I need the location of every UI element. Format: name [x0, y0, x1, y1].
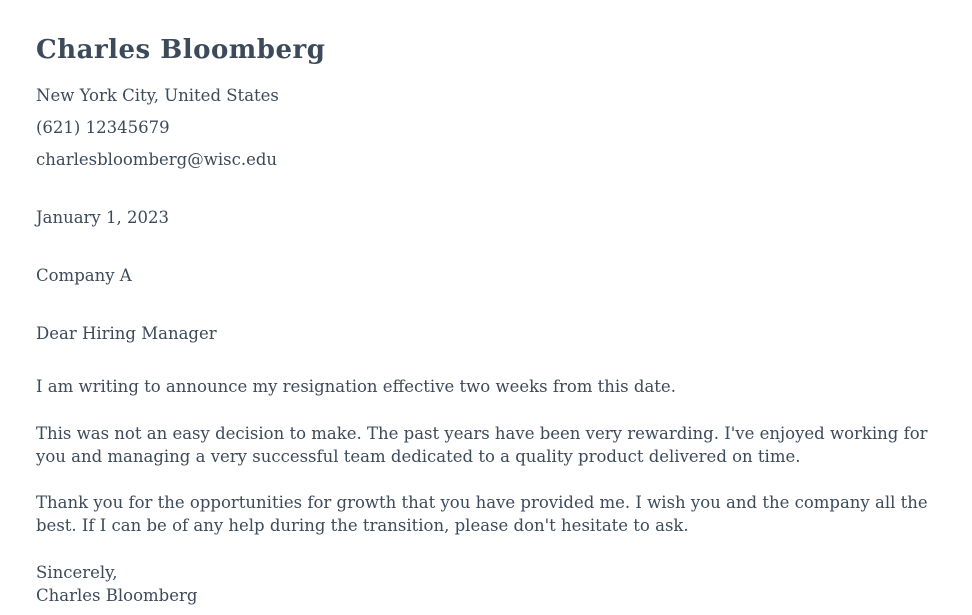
greeting: Dear Hiring Manager: [36, 324, 217, 343]
signature: Charles Bloomberg: [36, 586, 198, 605]
sender-address: New York City, United States: [36, 86, 279, 105]
sender-phone: (621) 12345679: [36, 118, 170, 137]
closing: Sincerely,: [36, 563, 118, 582]
sender-email: charlesbloomberg@wisc.edu: [36, 150, 278, 169]
sender-name: Charles Bloomberg: [36, 35, 326, 65]
letter-date: January 1, 2023: [36, 208, 169, 227]
body-paragraph-3: Thank you for the opportunities for growth that you have provided me. I wish you and the company all the best. If I can be of any help during the transition, please don't hesitate to ask.: [36, 493, 928, 535]
recipient-company: Company A: [36, 266, 132, 285]
body-paragraph-2: This was not an easy decision to make. The past years have been very rewarding. I've enjoyed working for you and managing a very successful team dedicated to a quality product delivered on time.: [36, 424, 928, 466]
body-paragraph-1: I am writing to announce my resignation effective two weeks from this date.: [36, 377, 676, 396]
